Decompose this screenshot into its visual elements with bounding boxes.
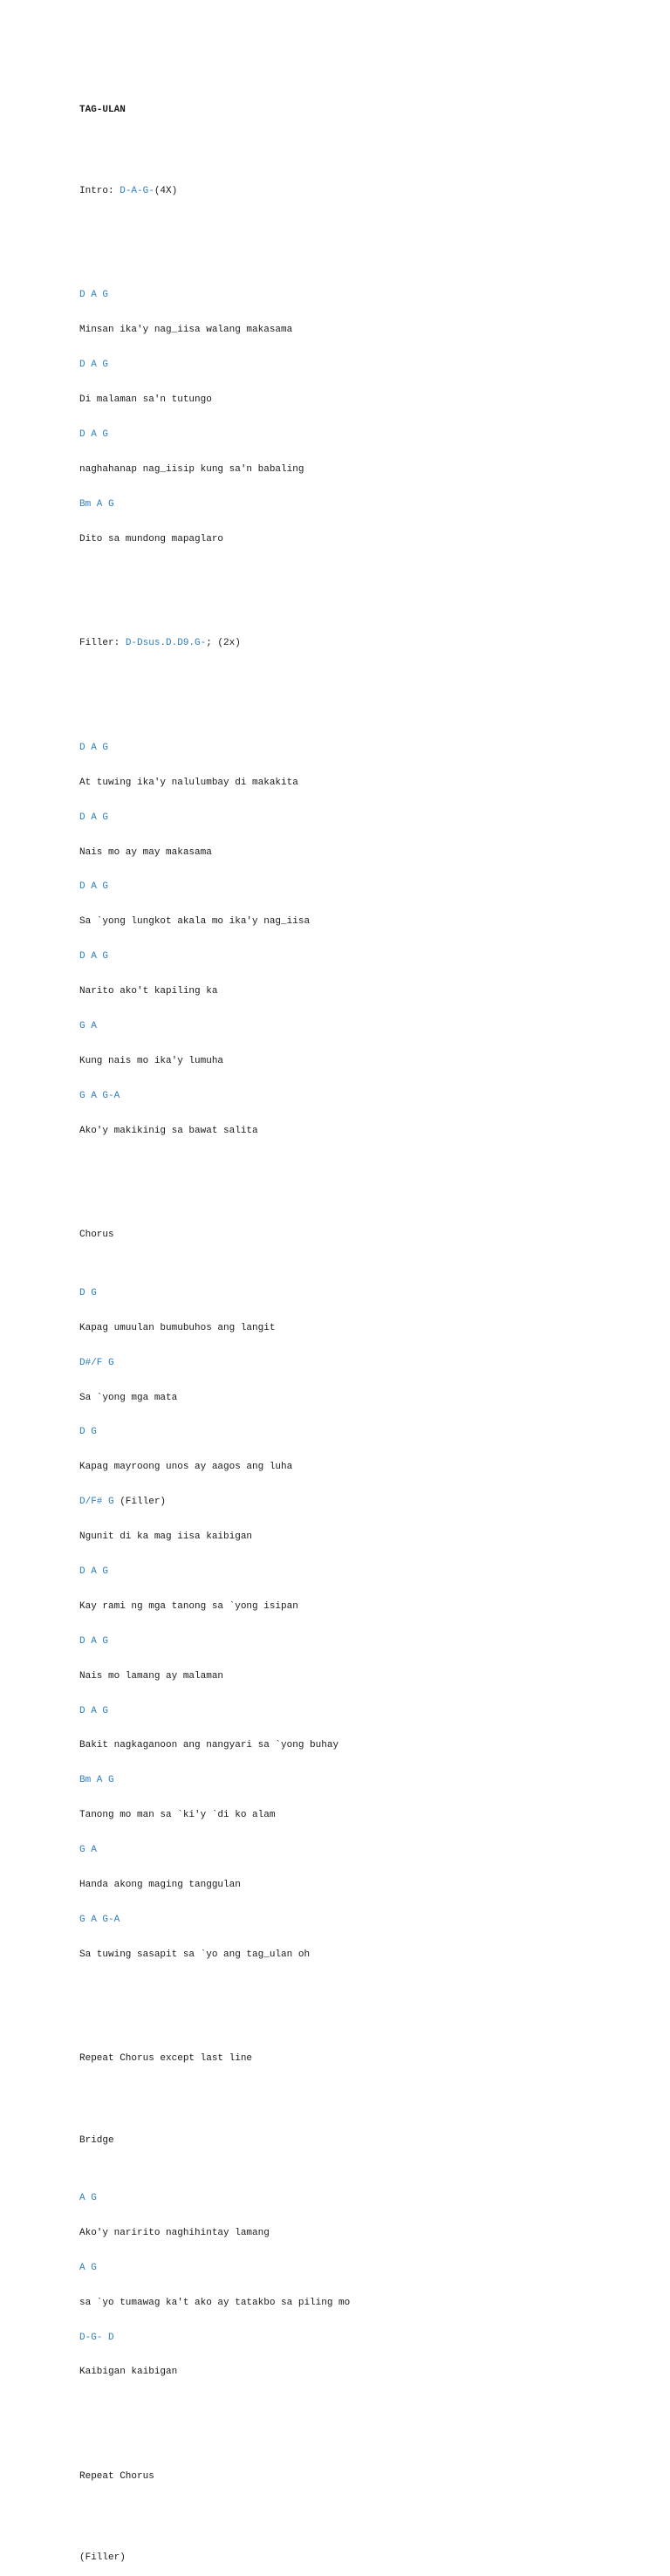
repeat-chorus-note: Repeat Chorus bbox=[79, 2471, 154, 2483]
chord-line: D A G bbox=[79, 951, 109, 963]
bridge bbox=[79, 2169, 350, 2401]
chord-line: D A G bbox=[79, 812, 109, 823]
lyric-line: Dito sa mundong mapaglaro bbox=[79, 533, 224, 545]
outro-filler: (Filler) bbox=[79, 2552, 126, 2564]
chord-text: D/F# G bbox=[79, 1497, 114, 1508]
chord-line: D A G bbox=[79, 360, 109, 371]
filler-note: (Filler) bbox=[113, 1497, 167, 1508]
lyric-line: Ako'y makikinig sa bawat salita bbox=[79, 1125, 258, 1136]
lyric-line: Narito ako't kapiling ka bbox=[79, 986, 218, 997]
lyric-line: Sa `yong mga mata bbox=[79, 1392, 178, 1403]
repeat-chorus-except-note: Repeat Chorus except last line bbox=[79, 2053, 253, 2065]
lyric-line: Di malaman sa'n tutungo bbox=[79, 394, 212, 406]
lyric-line: Kaibigan kaibigan bbox=[79, 2367, 178, 2378]
lyric-line: Kapag mayroong unos ay aagos ang luha bbox=[79, 1462, 293, 1473]
chorus bbox=[79, 1264, 350, 1983]
chord-line: D A G bbox=[79, 428, 109, 440]
chord-line: D A G bbox=[79, 742, 109, 753]
chord-line: D A G bbox=[79, 1566, 109, 1577]
chord-line: A G bbox=[79, 2193, 97, 2204]
chord-line: G A bbox=[79, 1021, 97, 1032]
intro-label: Intro: bbox=[79, 185, 120, 196]
lyric-line: Ako'y naririto naghihintay lamang bbox=[79, 2227, 270, 2238]
filler-chords: D-Dsus.D.D9.G- bbox=[125, 638, 207, 649]
lyric-line: Sa tuwing sasapit sa `yo ang tag_ulan oh bbox=[79, 1949, 311, 1960]
chord-sheet bbox=[79, 81, 350, 2576]
lyric-line: sa `yo tumawag ka't ako ay tatakbo sa piling mo bbox=[79, 2297, 351, 2308]
chord-line: G A G-A bbox=[79, 1090, 120, 1101]
lyric-line: Ngunit di ka mag iisa kaibigan bbox=[79, 1531, 253, 1543]
verse-1 bbox=[79, 267, 350, 569]
lyric-line: naghahanap nag_iisip kung sa'n babaling bbox=[79, 463, 304, 475]
intro-chords: D-A-G- bbox=[120, 185, 154, 196]
lyric-line: Handa akong maging tanggulan bbox=[79, 1880, 241, 1891]
lyric-line: Nais mo ay may makasama bbox=[79, 846, 212, 858]
lyric-line: At tuwing ika'y nalulumbay di makakita bbox=[79, 777, 298, 788]
verse-2 bbox=[79, 719, 350, 1160]
lyric-line: Kapag umuulan bumubuhos ang langit bbox=[79, 1322, 276, 1333]
chord-line bbox=[79, 1497, 350, 1508]
lyric-line: Minsan ika'y nag_iisa walang makasama bbox=[79, 325, 293, 336]
bridge-heading: Bridge bbox=[79, 2134, 114, 2146]
chord-line: D G bbox=[79, 1427, 97, 1438]
chord-line: D A G bbox=[79, 1635, 109, 1647]
song-title: TAG-ULAN bbox=[79, 104, 126, 115]
lyric-line: Kay rami ng mga tanong sa `yong isipan bbox=[79, 1600, 298, 1612]
lyric-line: Tanong mo man sa `ki'y `di ko alam bbox=[79, 1810, 276, 1821]
chord-line: D-G- D bbox=[79, 2332, 114, 2343]
chord-line: D A G bbox=[79, 881, 109, 893]
chord-line: Bm A G bbox=[79, 1775, 114, 1786]
chord-line: G A bbox=[79, 1845, 97, 1856]
chord-line: G A G-A bbox=[79, 1914, 120, 1925]
lyric-line: Sa `yong lungkot akala mo ika'y nag_iisa bbox=[79, 916, 311, 928]
filler-label: Filler: bbox=[79, 638, 126, 649]
chorus-heading: Chorus bbox=[79, 1230, 114, 1241]
filler-suffix: ; (2x) bbox=[206, 638, 241, 649]
chord-line: D G bbox=[79, 1287, 97, 1298]
chord-line: D A G bbox=[79, 1705, 109, 1716]
chord-line: D#/F G bbox=[79, 1357, 114, 1368]
lyric-line: Kung nais mo ika'y lumuha bbox=[79, 1055, 224, 1066]
lyric-line: Bakit nagkaganoon ang nangyari sa `yong buhay bbox=[79, 1740, 339, 1751]
chord-line: D A G bbox=[79, 290, 109, 301]
chord-line: Bm A G bbox=[79, 498, 114, 510]
chord-line: A G bbox=[79, 2262, 97, 2273]
intro-suffix: (4X) bbox=[154, 185, 178, 196]
filler-line bbox=[79, 638, 350, 649]
lyric-line: Nais mo lamang ay malaman bbox=[79, 1670, 224, 1682]
intro-line bbox=[79, 186, 350, 197]
